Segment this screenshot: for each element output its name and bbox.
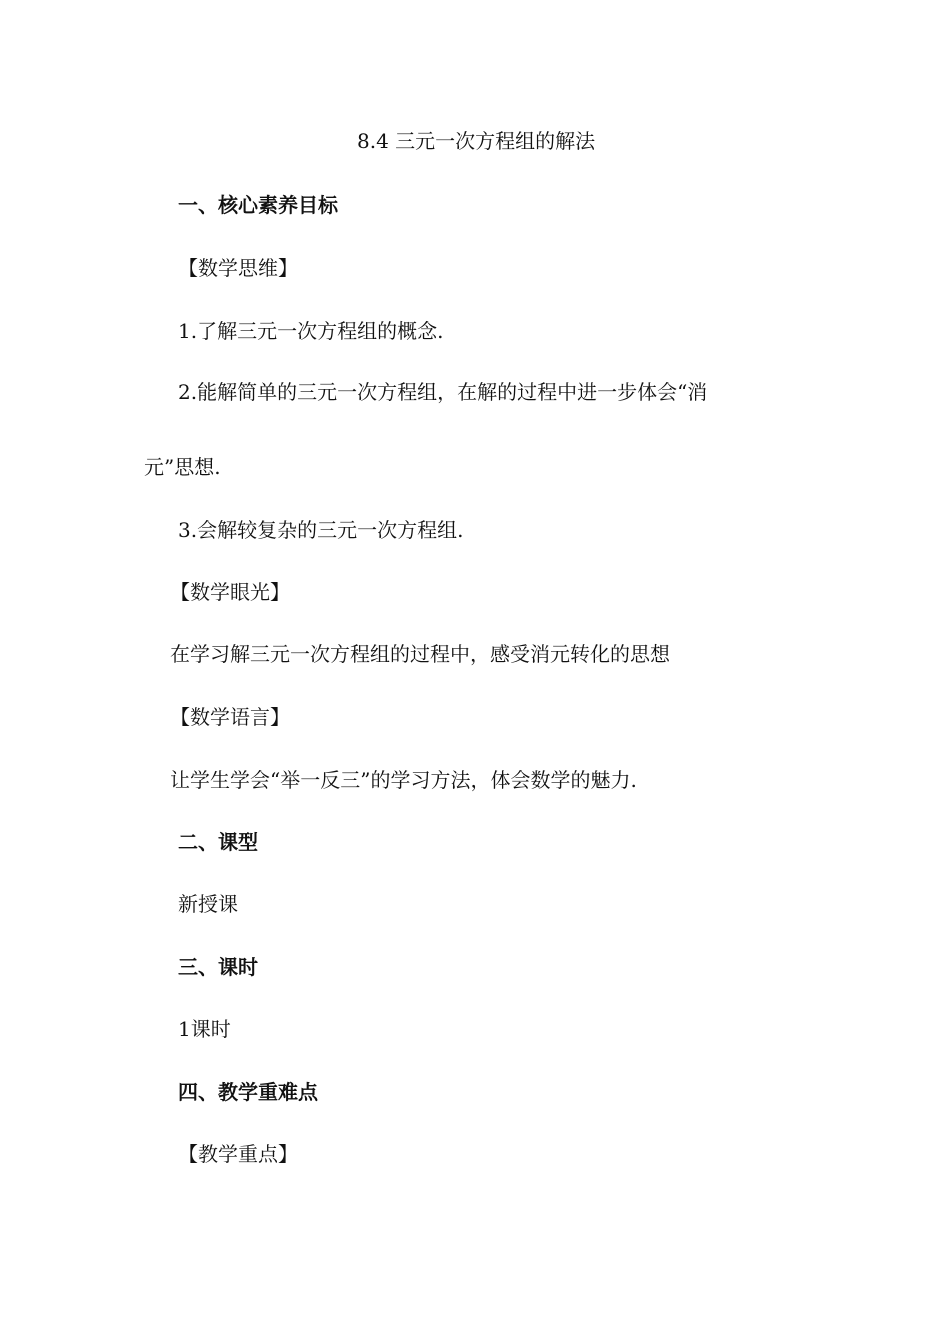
subsection-label-teaching-focus: 【教学重点】 (178, 1142, 298, 1166)
section-heading-key-points: 四、教学重难点 (178, 1080, 318, 1104)
document-title: 8.4 三元一次方程组的解法 (357, 129, 596, 153)
subsection-label-vision: 【数学眼光】 (170, 580, 290, 604)
section-heading-goals: 一、核心素养目标 (178, 193, 338, 217)
vision-text: 在学习解三元一次方程组的过程中，感受消元转化的思想 (170, 642, 670, 666)
subsection-label-thinking: 【数学思维】 (178, 256, 298, 280)
class-hours-text: 1课时 (178, 1017, 231, 1041)
section-heading-class-hours: 三、课时 (178, 955, 258, 979)
goal-item-1: 1.了解三元一次方程组的概念. (178, 319, 444, 343)
goal-item-3: 3.会解较复杂的三元一次方程组. (178, 518, 464, 542)
goal-item-2-line-2: 元”思想. (144, 455, 221, 479)
section-heading-lesson-type: 二、课型 (178, 830, 258, 854)
lesson-type-text: 新授课 (178, 892, 238, 916)
language-text: 让学生学会“举一反三”的学习方法，体会数学的魅力. (170, 768, 637, 792)
goal-item-2-line-1: 2.能解简单的三元一次方程组，在解的过程中进一步体会“消 (178, 380, 708, 404)
subsection-label-language: 【数学语言】 (170, 705, 290, 729)
